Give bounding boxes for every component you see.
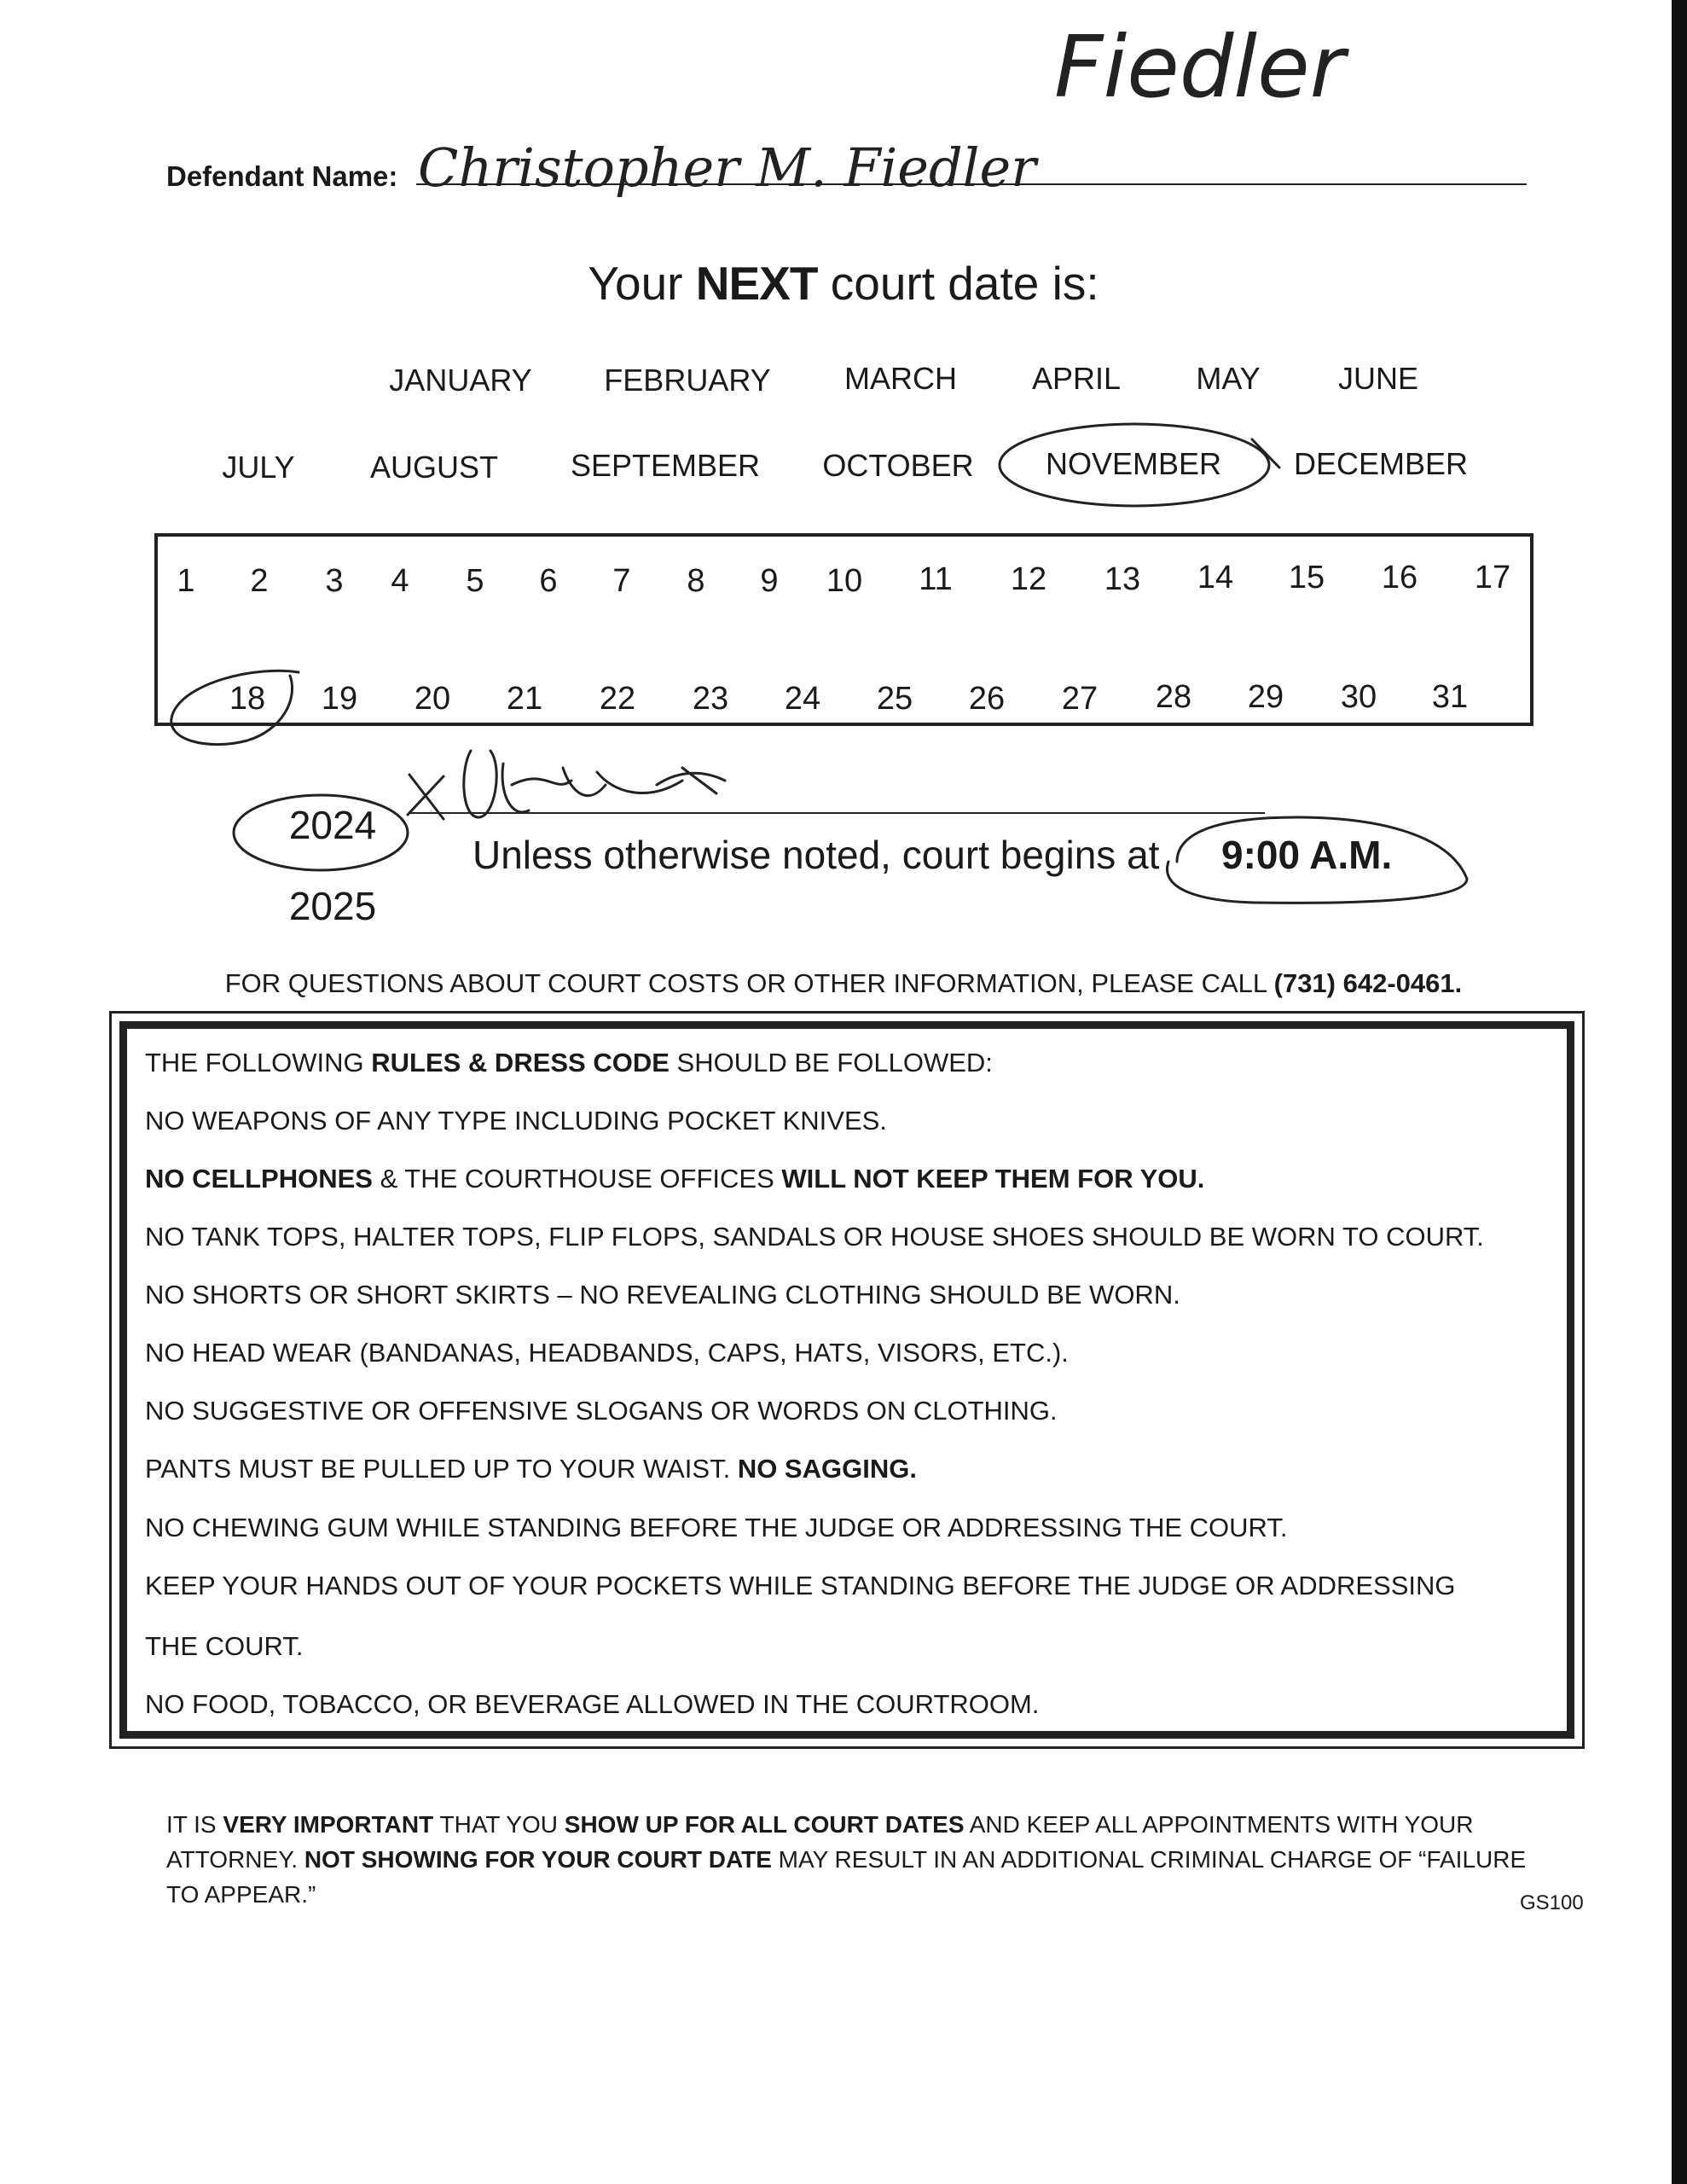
day-25[interactable]: 25 [876,681,913,717]
month-september[interactable]: SEPTEMBER [570,448,761,483]
next-court-date-heading: Your NEXT court date is: [588,257,1099,310]
day-30[interactable]: 30 [1340,679,1377,715]
month-march[interactable]: MARCH [844,361,957,396]
month-may[interactable]: MAY [1196,361,1261,396]
day-29[interactable]: 29 [1247,679,1284,715]
signature-line [409,812,1265,814]
day-22[interactable]: 22 [599,681,636,717]
year-2025[interactable]: 2025 [288,884,377,928]
questions-contact-line: FOR QUESTIONS ABOUT COURT COSTS OR OTHER INFORMATION, PLEASE CALL (731) 642-0461. [224,968,1463,998]
day-box [154,533,1533,726]
rule-hands-pockets: KEEP YOUR HANDS OUT OF YOUR POCKETS WHILE STANDING BEFORE THE JUDGE OR ADDRESSING [145,1571,1456,1600]
day-24[interactable]: 24 [784,681,821,717]
rule-pants: PANTS MUST BE PULLED UP TO YOUR WAIST. NO SAGGING. [145,1454,917,1484]
day-11[interactable]: 11 [919,561,953,597]
form-id: GS100 [1520,1891,1584,1914]
day-1[interactable]: 1 [177,563,195,599]
important-notice: IT IS VERY IMPORTANT THAT YOU SHOW UP FOR ALL COURT DATES AND KEEP ALL APPOINTMENTS WITH YOUR ATTORNEY. NOT SHOWING FOR YOUR COURT DATE MAY RESULT IN AN ADDITIONAL CRIMINAL CHARGE OF “FAILURE TO APPEAR.” [166,1811,1527,1908]
day-14[interactable]: 14 [1197,560,1234,595]
year-2024[interactable]: 2024 [288,803,377,847]
day-13[interactable]: 13 [1104,561,1141,597]
month-february[interactable]: FEBRUARY [604,363,771,398]
month-november[interactable]: NOVEMBER [1045,446,1222,481]
day-7[interactable]: 7 [612,563,631,599]
scan-edge [1672,0,1687,2184]
defendant-name-label: Defendant Name: [166,160,398,192]
rule-weapons: NO WEAPONS OF ANY TYPE INCLUDING POCKET KNIVES. [145,1106,887,1136]
day-6[interactable]: 6 [539,563,558,599]
day-9[interactable]: 9 [760,563,779,599]
day-31[interactable]: 31 [1431,679,1469,715]
rule-food-tobacco: NO FOOD, TOBACCO, OR BEVERAGE ALLOWED IN THE COURTROOM. [145,1689,1040,1719]
rule-tank-tops: NO TANK TOPS, HALTER TOPS, FLIP FLOPS, SANDALS OR HOUSE SHOES SHOULD BE WORN TO COURT. [145,1222,1484,1252]
day-20[interactable]: 20 [414,681,451,717]
court-begins-text: Unless otherwise noted, court begins at [472,833,1160,877]
month-december[interactable]: DECEMBER [1293,446,1469,481]
month-january[interactable]: JANUARY [389,363,532,398]
rule-shorts: NO SHORTS OR SHORT SKIRTS – NO REVEALING CLOTHING SHOULD BE WORN. [145,1280,1180,1310]
rule-chewing-gum: NO CHEWING GUM WHILE STANDING BEFORE THE JUDGE OR ADDRESSING THE COURT. [145,1513,1288,1542]
day-12[interactable]: 12 [1010,561,1047,597]
day-10[interactable]: 10 [826,563,863,599]
signature-mark [408,751,725,819]
rule-slogans: NO SUGGESTIVE OR OFFENSIVE SLOGANS OR WORDS ON CLOTHING. [145,1396,1058,1426]
day-18[interactable]: 18 [229,681,266,717]
day-16[interactable]: 16 [1381,560,1418,595]
day-5[interactable]: 5 [466,563,484,599]
day-2[interactable]: 2 [250,563,269,599]
day-23[interactable]: 23 [692,681,729,717]
day-28[interactable]: 28 [1155,679,1192,715]
day-19[interactable]: 19 [321,681,358,717]
rule-head-wear: NO HEAD WEAR (BANDANAS, HEADBANDS, CAPS, HATS, VISORS, ETC.). [145,1338,1069,1368]
day-26[interactable]: 26 [968,681,1006,717]
day-8[interactable]: 8 [687,563,705,599]
month-april[interactable]: APRIL [1031,361,1122,396]
day-17[interactable]: 17 [1474,560,1511,595]
month-july[interactable]: JULY [222,450,295,485]
name-correction-handwriting: Fiedler [1054,17,1345,117]
month-august[interactable]: AUGUST [369,450,499,485]
day-4[interactable]: 4 [391,563,409,599]
month-june[interactable]: JUNE [1337,361,1419,396]
day-15[interactable]: 15 [1288,560,1325,595]
defendant-name-handwriting: Christopher M. Fiedler [418,136,1036,199]
rules-intro: THE FOLLOWING RULES & DRESS CODE SHOULD BE FOLLOWED: [145,1048,993,1077]
rule-cellphones: NO CELLPHONES & THE COURTHOUSE OFFICES WILL NOT KEEP THEM FOR YOU. [145,1164,1205,1194]
day-21[interactable]: 21 [506,681,543,717]
phone-number[interactable]: (731) 642-0461. [1273,968,1463,998]
day-3[interactable]: 3 [325,563,344,599]
rule-hands-pockets-cont: THE COURT. [145,1631,304,1661]
court-time: 9:00 A.M. [1221,833,1393,877]
defendant-name-line [416,183,1527,185]
month-october[interactable]: OCTOBER [822,448,974,483]
day-27[interactable]: 27 [1061,681,1099,717]
month-circle-tail [1252,439,1279,468]
